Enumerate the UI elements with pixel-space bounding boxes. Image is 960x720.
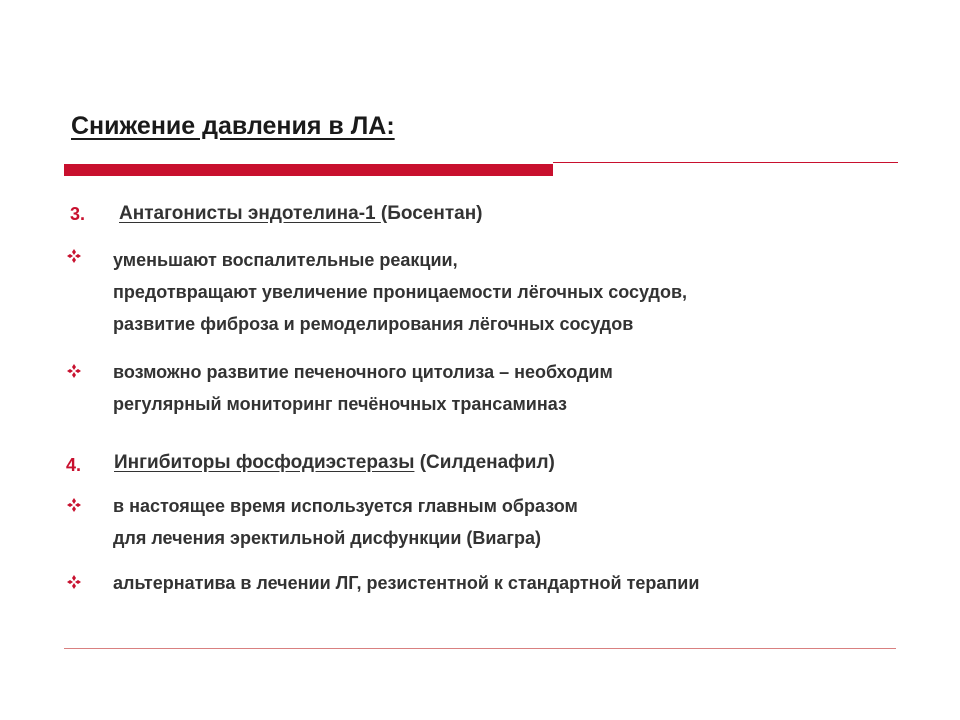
title-divider-thick <box>64 164 553 176</box>
bullet-text <box>113 356 613 420</box>
section-heading-drug-name: (Босентан) <box>380 203 483 224</box>
section-heading-drug-name: (Силденафил) <box>414 452 555 473</box>
bullet-line: регулярный мониторинг печёночных трансаминаз <box>113 394 567 414</box>
section-heading <box>119 203 483 225</box>
bullet-line: уменьшают воспалительные реакции, <box>113 250 458 270</box>
section-number: 3. <box>70 204 86 224</box>
bullet-text <box>113 244 687 340</box>
section-number: 4. <box>66 455 82 475</box>
title-divider-thin <box>553 162 898 163</box>
section-heading-drug-class: Ингибиторы фосфодиэстеразы <box>114 452 415 473</box>
bullet-line: предотвращают увеличение проницаемости лёгочных сосудов, <box>113 282 688 302</box>
bullet-line: альтернатива в лечении ЛГ, резистентной к стандартной терапии <box>113 573 700 593</box>
slide-title: Снижение давления в ЛА: <box>71 112 395 140</box>
bullet-line: для лечения эректильной дисфункции (Виагра) <box>113 528 541 548</box>
bullet-text <box>113 567 699 599</box>
diamond-bullet-icon <box>66 574 82 590</box>
diamond-bullet-icon <box>66 248 82 264</box>
bullet-line: в настоящее время используется главным образом <box>113 496 578 516</box>
diamond-bullet-icon <box>66 363 82 379</box>
bullet-line: развитие фиброза и ремоделирования лёгочных сосудов <box>113 314 634 334</box>
bullet-line: возможно развитие печеночного цитолиза – необходим <box>113 362 613 382</box>
section-heading <box>114 452 555 474</box>
section-heading-drug-class: Антагонисты эндотелина-1 <box>119 203 381 224</box>
diamond-bullet-icon <box>66 497 82 513</box>
footer-divider <box>64 648 896 649</box>
bullet-text <box>113 490 578 554</box>
